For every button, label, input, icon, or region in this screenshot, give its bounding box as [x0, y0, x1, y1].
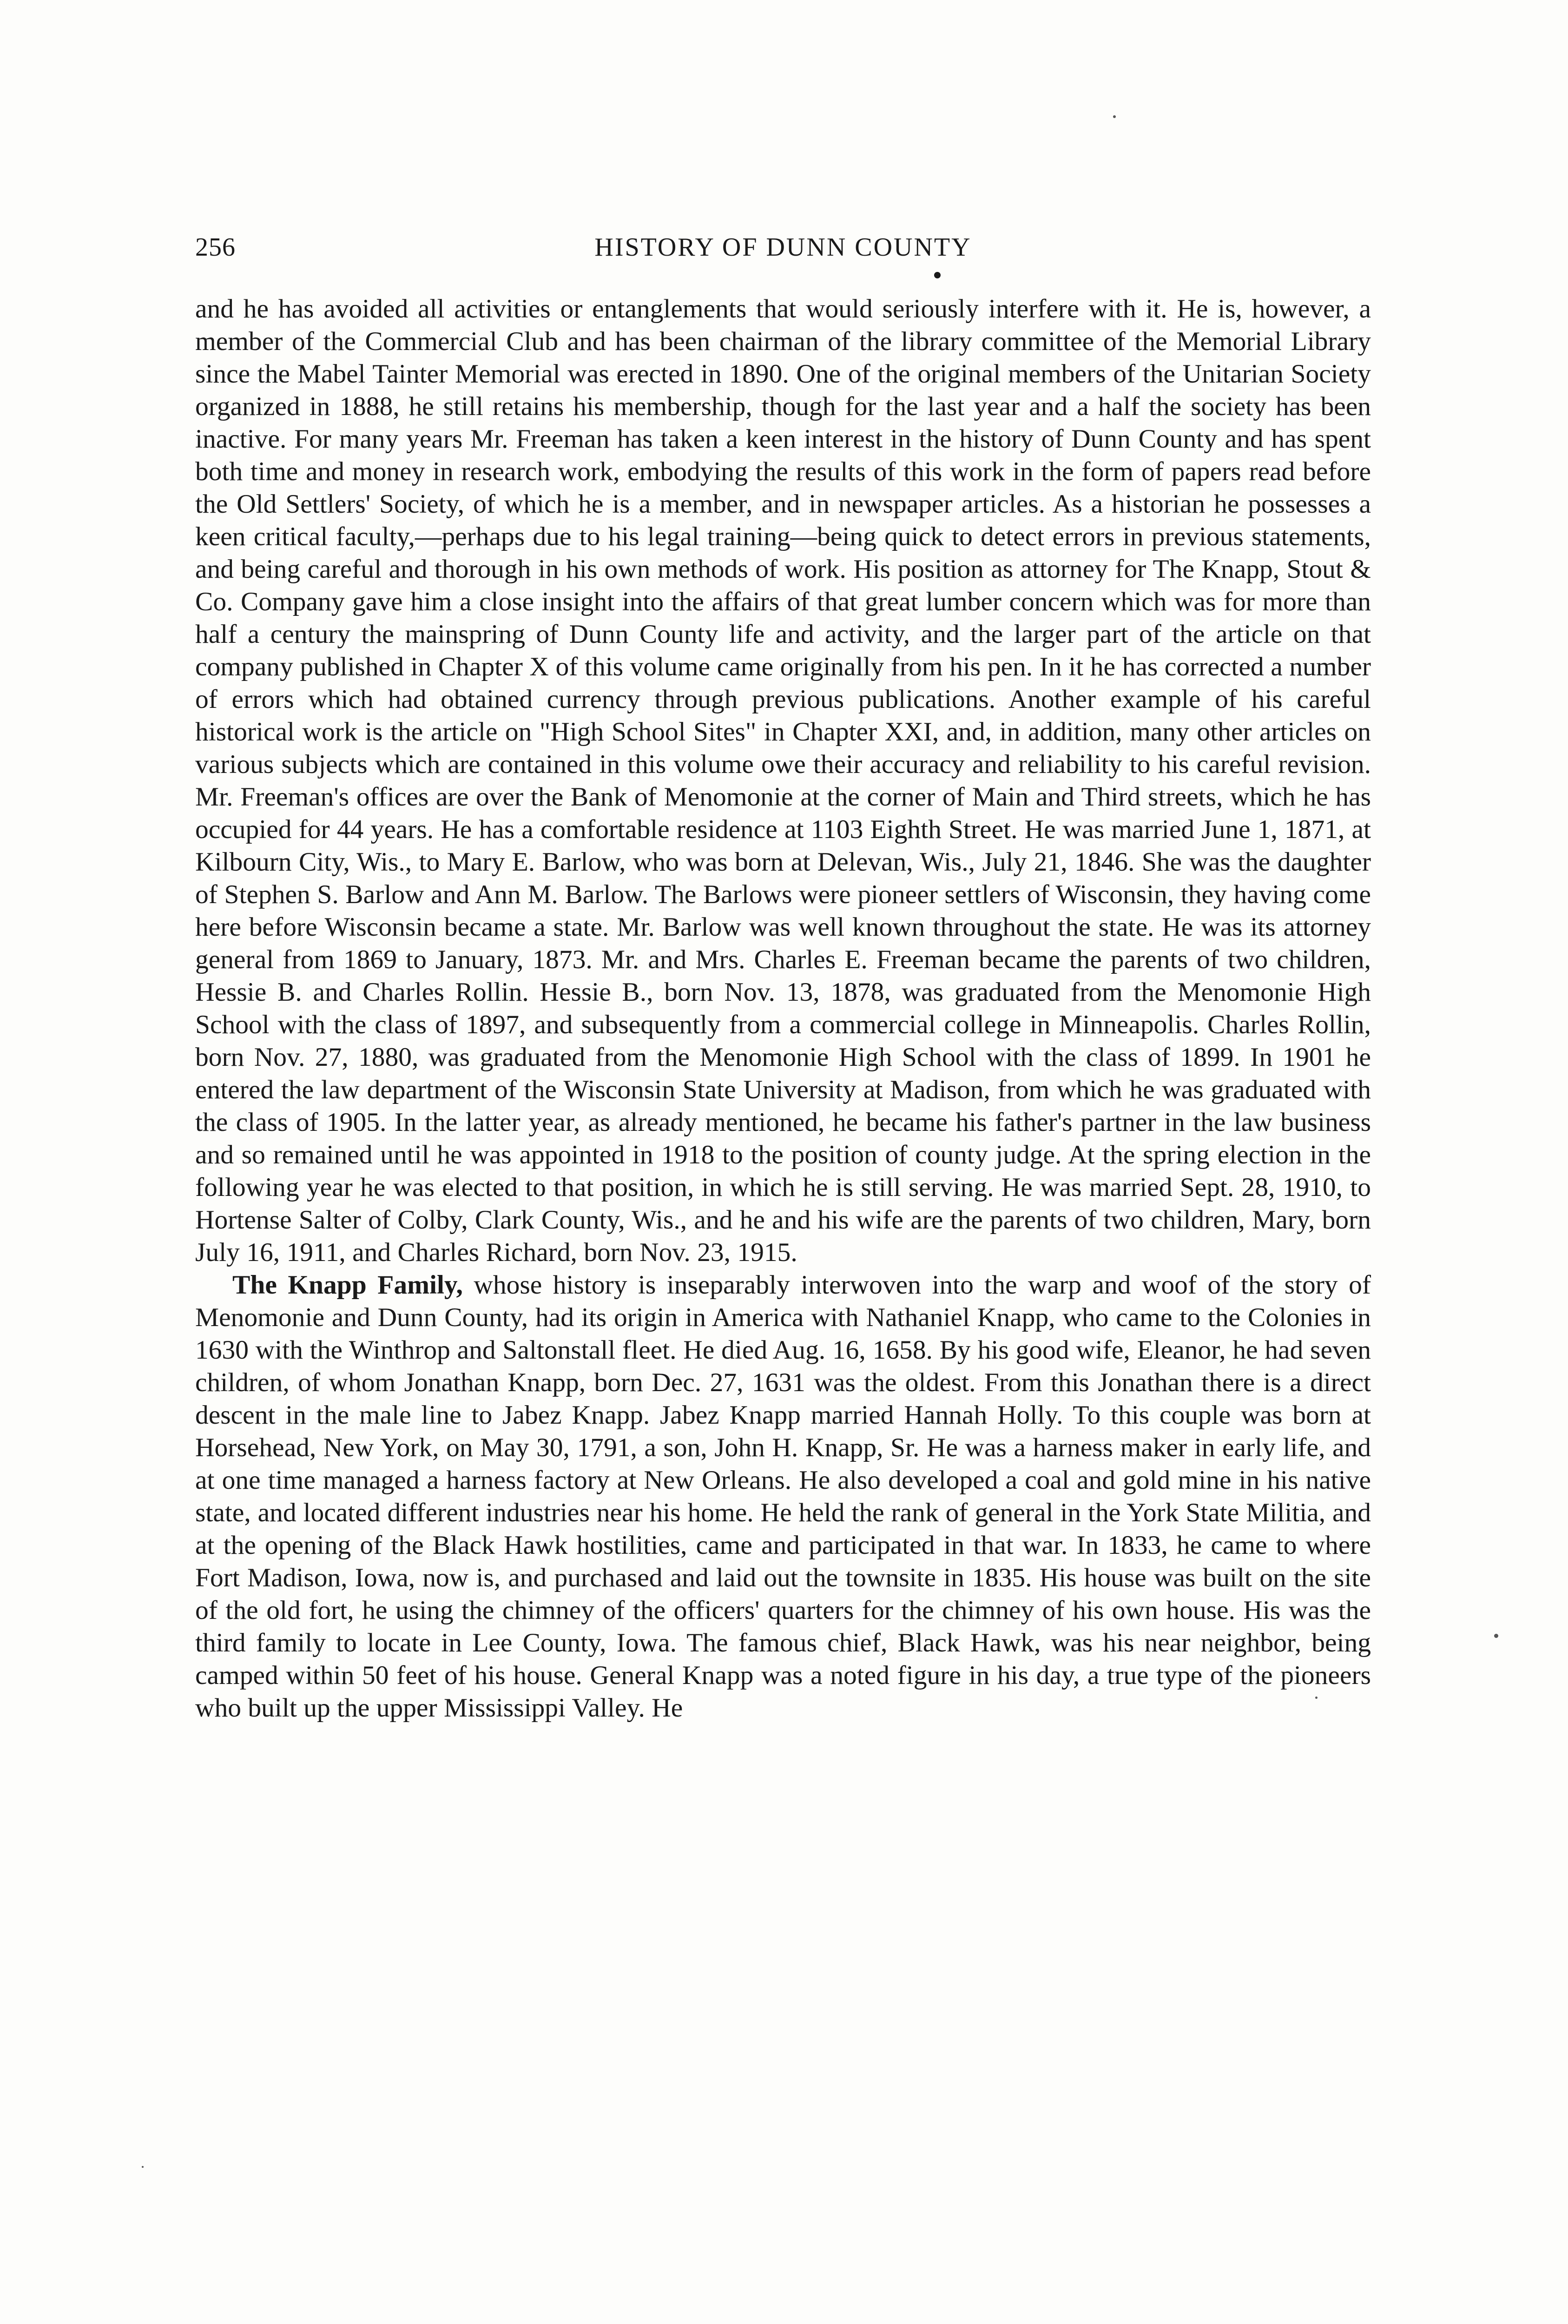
scan-speck: [1315, 1697, 1318, 1699]
body-text: [195, 293, 1371, 1724]
page-number: 256: [195, 233, 236, 262]
paragraph-text: and he has avoided all activities or entanglements that would seriously interfere with it. He is, however, a member of the Commercial Club and has been chairman of the library committee of the Memorial Library since the Mabel Tainter Memorial was erected in 1890. One of the original members of the Unitarian Society organized in 1888, he still retains his membership, though for the last year and a half the society has been inactive. For many years Mr. Freeman has taken a keen interest in the history of Dunn County and has spent both time and money in research work, embodying the results of this work in the form of papers read before the Old Settlers' Society, of which he is a member, and in newspaper articles. As a historian he possesses a keen critical faculty,—perhaps due to his legal training—being quick to detect errors in previous statements, and being careful and thorough in his own methods of work. His position as attorney for The Knapp, Stout & Co. Company gave him a close insight into the affairs of that great lumber concern which was for more than half a century the mainspring of Dunn County life and activity, and the larger part of the article on that company published in Chapter X of this volume came originally from his pen. In it he has corrected a number of errors which had obtained currency through previous publications. Another example of his careful historical work is the article on "High School Sites" in Chapter XXI, and, in addition, many other articles on various subjects which are contained in this volume owe their accuracy and reliability to his careful revision. Mr. Freeman's offices are over the Bank of Menomonie at the corner of Main and Third streets, which he has occupied for 44 years. He has a comfortable residence at 1103 Eighth Street. He was married June 1, 1871, at Kilbourn City, Wis., to Mary E. Barlow, who was born at Delevan, Wis., July 21, 1846. She was the daughter of Stephen S. Barlow and Ann M. Barlow. The Barlows were pioneer settlers of Wisconsin, they having come here before Wisconsin became a state. Mr. Barlow was well known throughout the state. He was its attorney general from 1869 to January, 1873. Mr. and Mrs. Charles E. Freeman became the parents of two children, Hessie B. and Charles Rollin. Hessie B., born Nov. 13, 1878, was graduated from the Menomonie High School with the class of 1897, and subsequently from a commercial college in Minneapolis. Charles Rollin, born Nov. 27, 1880, was graduated from the Menomonie High School with the class of 1899. In 1901 he entered the law department of the Wisconsin State University at Madison, from which he was graduated with the class of 1905. In the latter year, as already mentioned, he became his father's partner in the law business and so remained until he was appointed in 1918 to the position of county judge. At the spring election in the following year he was elected to that position, in which he is still serving. He was married Sept. 28, 1910, to Hortense Salter of Colby, Clark County, Wis., and he and his wife are the parents of two children, Mary, born July 16, 1911, and Charles Richard, born Nov. 23, 1915.: [195, 294, 1371, 1267]
header-ornament-dot: [934, 272, 941, 278]
scan-speck: [1113, 115, 1116, 118]
paragraph-knapp-family: [195, 1269, 1371, 1724]
scan-speck: [1494, 1634, 1498, 1638]
paragraph-lead-heading: The Knapp Family,: [232, 1270, 463, 1300]
running-title: HISTORY OF DUNN COUNTY: [594, 233, 972, 262]
running-head: [195, 232, 1371, 270]
paragraph-text: whose history is inseparably interwoven into the warp and woof of the story of Menomonie and Dunn County, had its origin in America with Nathaniel Knapp, who came to the Colonies in 1630 with the Winthrop and Saltonstall fleet. He died Aug. 16, 1658. By his good wife, Eleanor, he had seven children, of whom Jonathan Knapp, born Dec. 27, 1631 was the oldest. From this Jonathan there is a direct descent in the male line to Jabez Knapp. Jabez Knapp married Hannah Holly. To this couple was born at Horsehead, New York, on May 30, 1791, a son, John H. Knapp, Sr. He was a harness maker in early life, and at one time managed a harness factory at New Orleans. He also developed a coal and gold mine in his native state, and located different industries near his home. He held the rank of general in the York State Militia, and at the opening of the Black Hawk hostilities, came and participated in that war. In 1833, he came to where Fort Madison, Iowa, now is, and purchased and laid out the townsite in 1835. His house was built on the site of the old fort, he using the chimney of the officers' quarters for the chimney of his own house. His was the third family to locate in Lee County, Iowa. The famous chief, Black Hawk, was his near neighbor, being camped within 50 feet of his house. General Knapp was a noted figure in his day, a true type of the pioneers who built up the upper Mississippi Valley. He: [195, 1270, 1371, 1723]
paragraph-freeman-continued: [195, 293, 1371, 1269]
scan-speck: [142, 2166, 144, 2168]
